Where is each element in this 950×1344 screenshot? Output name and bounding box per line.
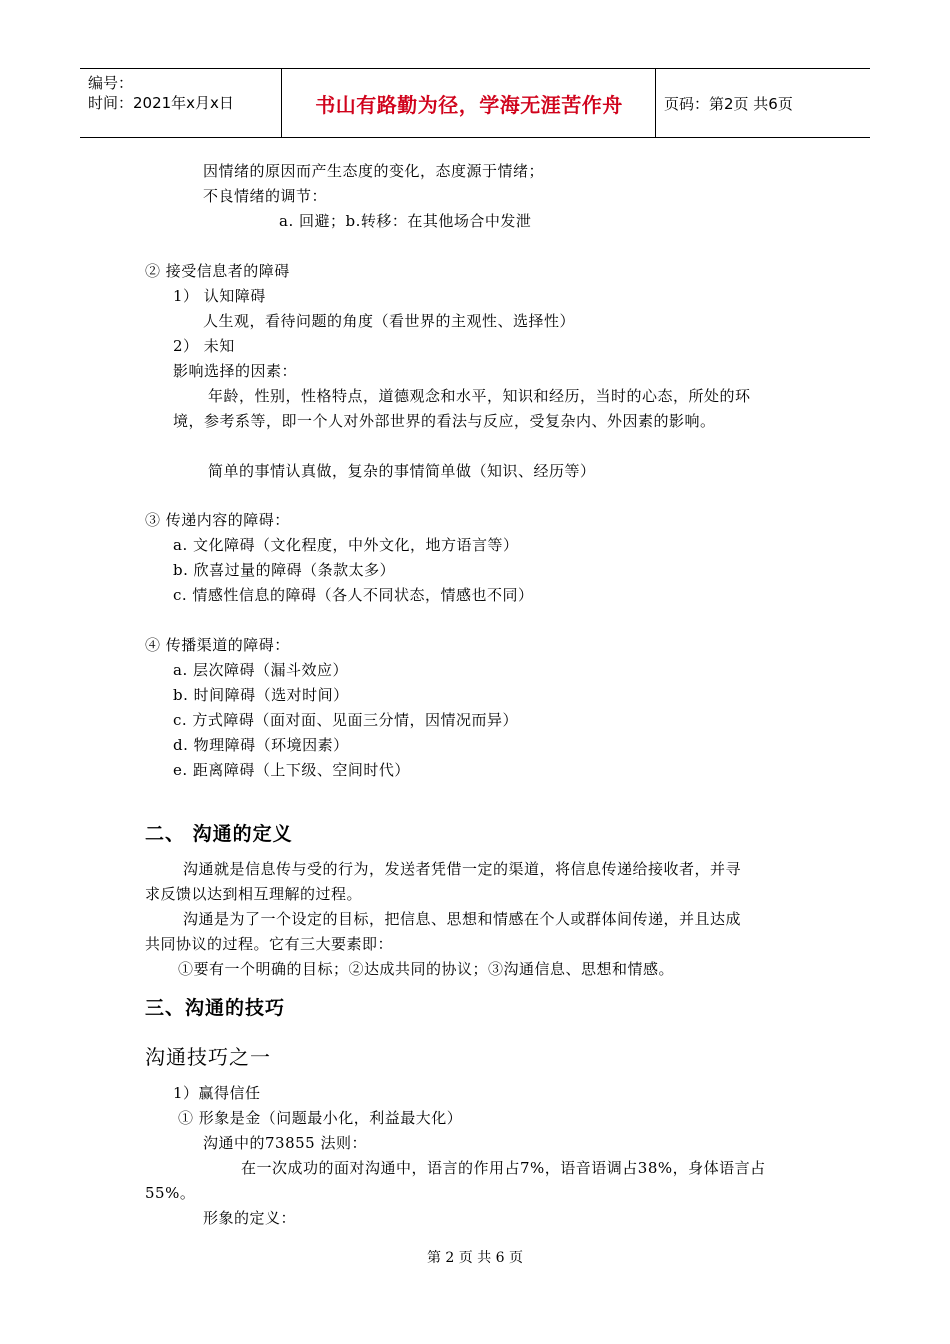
paragraph-line: 共同协议的过程。它有三大要素即： <box>145 935 394 953</box>
list-item: c. 方式障碍（面对面、见面三分情，因情况而异） <box>173 711 518 729</box>
section-heading: ③ 传递内容的障碍： <box>145 511 290 529</box>
text-line: 1）赢得信任 <box>173 1084 261 1102</box>
page-header <box>80 68 870 138</box>
chapter-heading: 三、沟通的技巧 <box>145 997 286 1019</box>
text-line: 2） 未知 <box>173 337 235 355</box>
time-label: 时间：2021年x月x日 <box>88 94 234 112</box>
text-line: 年龄，性别，性格特点，道德观念和水平，知识和经历，当时的心态，所处的环 <box>208 387 751 405</box>
text-line: a. 回避；b.转移：在其他场合中发泄 <box>279 212 532 230</box>
list-item: e. 距离障碍（上下级、空间时代） <box>173 761 410 779</box>
list-item: a. 层次障碍（漏斗效应） <box>173 661 348 679</box>
header-page-label: 页码：第2页 共6页 <box>664 94 793 113</box>
paragraph-line: 沟通就是信息传与受的行为，发送者凭借一定的渠道，将信息传递给接收者，并寻 <box>183 860 742 878</box>
text-line: 形象的定义： <box>203 1209 297 1227</box>
section-heading: ④ 传播渠道的障碍： <box>145 636 290 654</box>
list-item: d. 物理障碍（环境因素） <box>173 736 349 754</box>
text-line: 沟通中的73855 法则： <box>203 1134 367 1152</box>
text-line: 因情绪的原因而产生态度的变化，态度源于情绪； <box>203 162 545 180</box>
text-line: 人生观，看待问题的角度（看世界的主观性、选择性） <box>203 312 576 330</box>
chapter-heading: 二、 沟通的定义 <box>145 823 293 845</box>
header-meta <box>88 73 234 113</box>
text-line: ① 形象是金（问题最小化，利益最大化） <box>178 1109 463 1127</box>
list-item: a. 文化障碍（文化程度，中外文化，地方语言等） <box>173 536 519 554</box>
paragraph-line: ①要有一个明确的目标；②达成共同的协议；③沟通信息、思想和情感。 <box>178 960 675 978</box>
section-heading: ② 接受信息者的障碍 <box>145 262 290 280</box>
text-line: 1） 认知障碍 <box>173 287 266 305</box>
paragraph-line: 求反馈以达到相互理解的过程。 <box>145 885 363 903</box>
list-item: b. 时间障碍（选对时间） <box>173 686 349 704</box>
text-line: 影响选择的因素： <box>173 362 298 380</box>
text-line: 简单的事情认真做，复杂的事情简单做（知识、经历等） <box>208 462 596 480</box>
subsection-heading: 沟通技巧之一 <box>145 1045 271 1069</box>
list-item: b. 欣喜过量的障碍（条款太多） <box>173 561 396 579</box>
page-footer: 第 2 页 共 6 页 <box>426 1250 524 1266</box>
text-line: 境，参考系等，即一个人对外部世界的看法与反应，受复杂内、外因素的影响。 <box>173 412 716 430</box>
text-line: 不良情绪的调节： <box>203 187 328 205</box>
header-motto: 书山有路勤为径，学海无涯苦作舟 <box>315 92 623 117</box>
text-line: 在一次成功的面对沟通中，语言的作用占7%，语音语调占38%，身体语言占 <box>241 1159 766 1177</box>
paragraph-line: 沟通是为了一个设定的目标，把信息、思想和情感在个人或群体间传递，并且达成 <box>183 910 742 928</box>
number-label: 编号： <box>88 74 134 92</box>
text-line: 55%。 <box>145 1184 196 1202</box>
list-item: c. 情感性信息的障碍（各人不同状态，情感也不同） <box>173 586 534 604</box>
